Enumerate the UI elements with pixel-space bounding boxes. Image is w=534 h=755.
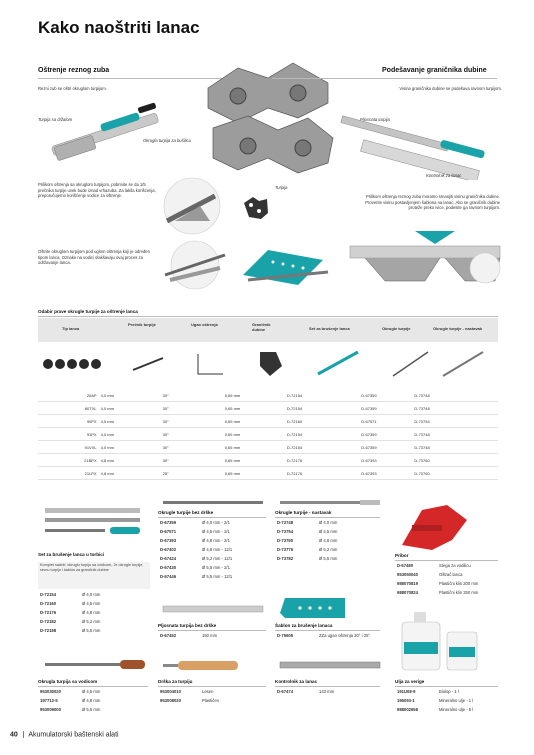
table-icons-row: [38, 344, 498, 384]
product-code: D-72160: [40, 601, 57, 606]
list-item: [277, 556, 382, 565]
table-cell: D-67393: [359, 454, 412, 467]
product-spec: Ø 4,5 mm - 2/1: [202, 529, 230, 534]
template-list: [277, 633, 382, 642]
product-spec: Ø 5,5 mm - 2/1: [202, 565, 230, 570]
divider: [38, 686, 148, 687]
product-code: 953050040: [397, 572, 418, 577]
product-spec: Ø 4,5 mm: [319, 529, 338, 534]
table-cell: 30°: [161, 389, 223, 402]
divider: [395, 686, 498, 687]
list-item: [277, 538, 382, 547]
col-round-files-ext: Okrugle turpije - nastavak: [433, 326, 483, 331]
oil-heading: Ulja za verige: [395, 679, 425, 684]
product-code: D-67402: [160, 547, 177, 552]
red-clamp-image: [392, 500, 482, 555]
product-spec: Plastičen: [202, 698, 219, 703]
chain-table: [38, 389, 498, 480]
col-set: Set za brušenje lanca: [309, 326, 350, 331]
product-spec: Ø 4,0 mm - 2/1: [202, 520, 230, 525]
product-spec: Stega za vodilicu: [439, 563, 471, 568]
divider: [272, 78, 497, 79]
table-cell: 0,65 mm: [223, 402, 285, 415]
table-cell: 91PX: [38, 428, 99, 441]
product-spec: ZZa ugao oštrenja 30° i 25°: [319, 633, 371, 638]
flat-file-list: [160, 633, 268, 642]
table-cell: 21LPX: [38, 467, 99, 480]
product-spec: Mineralno ulje - 1 l: [439, 698, 474, 703]
product-code: 197712-5: [40, 698, 58, 703]
handle-list: [160, 689, 268, 707]
product-code: 953030020: [40, 689, 61, 694]
product-spec: Plastični klin 200 mm: [439, 581, 479, 586]
product-spec: Mineralno ulje - 5 l: [439, 707, 474, 712]
list-item: [397, 563, 500, 572]
depth-limiter-illustration: [345, 226, 505, 291]
product-code: D-67424: [160, 556, 177, 561]
table-cell: D-67359: [359, 402, 412, 415]
round-file-image: [158, 498, 268, 508]
table-cell: 0,65 mm: [223, 428, 285, 441]
list-item: [160, 547, 268, 556]
list-item: [277, 529, 382, 538]
product-spec: Ø 5,5 mm - 12/1: [202, 574, 233, 579]
product-spec: Ø 4,8 mm - 2/1: [202, 538, 230, 543]
table-row: [38, 402, 498, 415]
right-section-heading: Podešavanje graničnika dubine: [382, 67, 487, 74]
table-cell: D-72154: [285, 441, 359, 454]
table-cell: D-67393: [359, 467, 412, 480]
divider: [275, 630, 380, 631]
left-intro: Rezni zub se oštri okruglom turpijom.: [38, 86, 107, 91]
handle-heading: Drška za turpiju: [158, 679, 193, 684]
product-code: D-67446: [160, 574, 177, 579]
label-flat-file: Pljosnata turpija: [360, 117, 390, 122]
product-code: 953004010: [160, 689, 181, 694]
table-cell: D-73754: [412, 415, 498, 428]
table-row: [38, 454, 498, 467]
list-item: [40, 707, 150, 716]
list-item: [160, 633, 268, 642]
left-text-1: Prilikom oštrenja sa okruglom turpijom, pobrinite se da 1/5 prečnika turpije uvek bude iznad vrhazuba. Za lakša korišćenja, preporučujemo korišćenje vodice za oštrenje.: [38, 182, 156, 199]
table-cell: 0,65 mm: [223, 441, 285, 454]
table-cell: 91VXL: [38, 441, 99, 454]
table-heading: Odabir prave okrugle turpije za oštrenje lanca: [38, 309, 138, 314]
label-file: Turpija: [275, 185, 288, 190]
table-cell: 30°: [161, 402, 223, 415]
label-round-file: Okrugla turpija za bušilicu: [143, 138, 191, 143]
divider: [275, 517, 380, 518]
flat-file-illustration: [330, 110, 500, 180]
table-cell: 80TXL: [38, 402, 99, 415]
col-depth: Graničnik dubine: [252, 322, 271, 332]
round-files-ext-list: [277, 520, 382, 565]
page-title: Kako naoštriti lanac: [38, 18, 200, 37]
table-cell: D-72176: [285, 467, 359, 480]
product-spec: 150 mm: [202, 633, 218, 638]
product-spec: Ø 5,2 mm: [319, 547, 338, 552]
handle-image: [158, 655, 268, 675]
table-cell: 90PX: [38, 415, 99, 428]
col-chain-type: Tip lanca: [62, 326, 80, 331]
divider: [275, 686, 380, 687]
col-angle: Ugao oštrenja: [191, 322, 218, 327]
table-row: [38, 428, 498, 441]
table-cell: 4,0 mm: [99, 389, 161, 402]
product-spec: Ø 4,8 mm: [82, 698, 101, 703]
round-files-list: [160, 520, 268, 583]
product-code: D-67452: [160, 633, 177, 638]
list-item: [40, 698, 150, 707]
divider: [395, 560, 498, 561]
table-cell: D-73760: [412, 467, 498, 480]
set-list: [40, 592, 150, 637]
product-code: D-67359: [160, 520, 177, 525]
round-files-heading: Okrugle turpije bez drške: [158, 510, 214, 515]
chain-gauge-list: [277, 689, 382, 698]
list-item: [160, 556, 268, 565]
table-cell: 0,65 mm: [223, 467, 285, 480]
product-code: 953008020: [160, 698, 181, 703]
right-intro: Visina graničnika dubine se podešava ravnom turpijom.: [399, 86, 502, 91]
product-spec: Lesen: [202, 689, 214, 694]
table-cell: D-73760: [412, 454, 498, 467]
product-code: D-67571: [160, 529, 177, 534]
set-heading: Set za brušenje lanca u torbici: [38, 552, 105, 557]
round-file-guide-heading: Okrugla turpija sa vodicom: [38, 679, 98, 684]
table-cell: 21BPX: [38, 454, 99, 467]
list-item: [397, 698, 500, 707]
label-limiter: Kontrolnik za lanac: [426, 173, 462, 178]
oil-bottles-image: [392, 607, 492, 672]
template-image: [275, 593, 350, 623]
table-cell: D-67359: [359, 441, 412, 454]
table-row: [38, 467, 498, 480]
sharpening-guide-illustration: [155, 240, 235, 290]
round-file-ext-image: [275, 498, 385, 508]
product-spec: Ø 4,5 mm: [82, 601, 101, 606]
product-code: D-72198: [40, 628, 57, 633]
table-cell: 4,0 mm: [99, 402, 161, 415]
product-code: 988070824: [397, 590, 418, 595]
chain-illustration: [198, 58, 338, 178]
round-file-guide-list: [40, 689, 150, 716]
table-cell: 4,0 mm: [99, 441, 161, 454]
table-cell: D-67359: [359, 428, 412, 441]
product-spec: Ø 4,0 mm: [319, 520, 338, 525]
list-item: [40, 619, 150, 628]
product-code: D-73782: [277, 556, 294, 561]
list-item: [277, 633, 382, 642]
table-cell: D-67571: [359, 415, 412, 428]
table-cell: 30°: [161, 441, 223, 454]
page-number: 40: [10, 731, 18, 739]
table-cell: 4,8 mm: [99, 467, 161, 480]
set-image: [40, 503, 150, 543]
product-code: D-72176: [40, 610, 57, 615]
list-item: [397, 689, 500, 698]
product-spec: Ø 4,5 mm: [82, 689, 101, 694]
table-cell: 30°: [161, 428, 223, 441]
list-item: [160, 538, 268, 547]
list-item: [397, 707, 500, 716]
list-item: [277, 689, 382, 698]
guide-on-chain-illustration: [238, 230, 333, 290]
table-row: [38, 441, 498, 454]
product-spec: Ø 5,2 mm - 12/1: [202, 556, 233, 561]
list-item: [40, 689, 150, 698]
product-code: D-67480: [397, 563, 414, 568]
product-code: D-67430: [160, 565, 177, 570]
list-item: [277, 547, 382, 556]
product-code: D-67474: [277, 689, 294, 694]
col-file-diameter: Prečnik turpije: [128, 322, 156, 327]
table-cell: D-73748: [412, 402, 498, 415]
set-desc: Komplet sadrži: okruglu turpiju sa vodicom, 2x okrugle turpije, ravnu turpiju i šablon za graničnik dubine: [38, 562, 150, 589]
product-spec: Ø 5,5 mm: [319, 556, 338, 561]
list-item: [40, 592, 150, 601]
product-code: D-73776: [277, 547, 294, 552]
round-files-ext-heading: Okrugle turpije - nastavak: [275, 510, 332, 515]
list-item: [40, 628, 150, 637]
product-code: D-73754: [277, 529, 294, 534]
product-code: 988002658: [397, 707, 418, 712]
template-heading: Šablon za brušenje lanaca: [275, 623, 333, 628]
divider: [158, 517, 266, 518]
table-cell: D-72154: [285, 389, 359, 402]
list-item: [160, 529, 268, 538]
product-code: D-72182: [40, 619, 57, 624]
table-cell: D-73748: [412, 428, 498, 441]
footer-divider: [23, 731, 24, 738]
chain-gauge-heading: Kontrolnik za lanac: [275, 679, 318, 684]
right-text-1: Prilikom oštrenja reznog zuba moramo smanjiti visinu graničnika dubine. Proverite visinu postavljenjem šablona na lanac. Ako se graničnik dubine proteže preko ivice, podesite ga ravnom turpijom.: [365, 194, 500, 211]
table-cell: 4,0 mm: [99, 428, 161, 441]
accessories-heading: Pribor: [395, 553, 409, 558]
oil-list: [397, 689, 500, 716]
table-cell: 0,65 mm: [223, 454, 285, 467]
list-item: [277, 520, 382, 529]
product-code: 195093-1: [397, 698, 415, 703]
round-file-detail: [155, 176, 230, 236]
flat-file-heading: Pljosnata turpija bez drške: [158, 623, 217, 628]
product-spec: Plastični klin 250 mm: [439, 590, 479, 595]
table-cell: D-72154: [285, 428, 359, 441]
footer-text: Akumulatorski baštenski alati: [28, 731, 119, 739]
list-item: [160, 698, 268, 707]
product-spec: Ø 4,0 mm: [82, 592, 101, 597]
table-row: [38, 389, 498, 402]
table-cell: D-72160: [285, 415, 359, 428]
list-item: [40, 601, 150, 610]
divider: [38, 316, 498, 317]
product-spec: Ø 4,8 mm - 12/1: [202, 547, 233, 552]
table-cell: D-73748: [412, 389, 498, 402]
table-cell: 0,65 mm: [223, 415, 285, 428]
product-spec: 143 mm: [319, 689, 335, 694]
label-file-holder: Turpija sa držalom: [38, 117, 73, 122]
gauge-icon: [241, 193, 271, 223]
product-code: 191U08-9: [397, 689, 416, 694]
chain-gauge-image: [275, 655, 385, 675]
table-cell: D-72154: [285, 402, 359, 415]
accessories-list: [397, 563, 500, 599]
list-item: [397, 581, 500, 590]
table-row: [38, 415, 498, 428]
product-spec: Oštrač lanca: [439, 572, 463, 577]
product-code: 953009000: [40, 707, 61, 712]
table-cell: 25°: [161, 467, 223, 480]
product-spec: Ø 5,5 mm: [82, 628, 101, 633]
product-spec: Ø 5,2 mm: [82, 619, 101, 624]
list-item: [160, 574, 268, 583]
table-cell: D-67359: [359, 389, 412, 402]
table-cell: 4,8 mm: [99, 454, 161, 467]
file-holder-illustration: [40, 93, 180, 163]
list-item: [160, 520, 268, 529]
round-file-guide-image: [40, 655, 150, 675]
col-round-files: Okrugle turpije: [382, 326, 411, 331]
list-item: [160, 689, 268, 698]
flat-file-image: [158, 600, 268, 620]
list-item: [40, 610, 150, 619]
left-text-2: Oštrite okruglom turpijom pod uglom oštrenja koji je određen tipom lanca. Oznake na vodici olakšavaju ovaj proces za održavanje lanca.: [38, 249, 150, 266]
product-code: D-67393: [160, 538, 177, 543]
product-spec: Ø 5,5 mm: [82, 707, 101, 712]
product-code: D-73748: [277, 520, 294, 525]
table-cell: D-72176: [285, 454, 359, 467]
table-cell: 4,5 mm: [99, 415, 161, 428]
divider: [158, 686, 266, 687]
product-code: D-73760: [277, 538, 294, 543]
footer: [10, 731, 119, 738]
table-cell: 30°: [161, 454, 223, 467]
left-section-heading: Oštrenje reznog zuba: [38, 67, 110, 74]
list-item: [397, 590, 500, 599]
table-cell: D-73748: [412, 441, 498, 454]
product-code: D-75605: [277, 633, 294, 638]
list-item: [160, 565, 268, 574]
product-spec: Biolop - 1 l: [439, 689, 459, 694]
divider: [158, 630, 266, 631]
table-cell: 25AP: [38, 389, 99, 402]
table-cell: 0,65 mm: [223, 389, 285, 402]
product-spec: Ø 4,8 mm: [82, 610, 101, 615]
list-item: [397, 572, 500, 581]
product-code: D-72154: [40, 592, 57, 597]
product-spec: Ø 4,8 mm: [319, 538, 338, 543]
table-cell: 30°: [161, 415, 223, 428]
table-header: [38, 318, 498, 342]
product-code: 988070819: [397, 581, 418, 586]
